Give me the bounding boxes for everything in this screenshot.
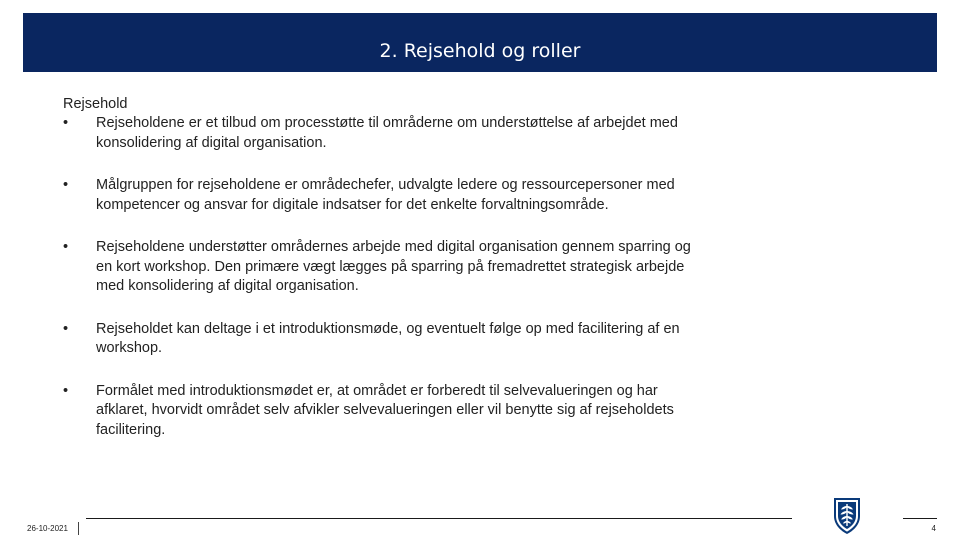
- page-title: 2. Rejsehold og roller: [379, 40, 581, 62]
- bullet-marker: •: [63, 382, 69, 399]
- list-item: [63, 382, 703, 441]
- bullet-text: Rejseholdene er et tilbud om processtøtte til områderne om understøttelse af arbejdet med konsolidering af digital organisation.: [96, 115, 678, 151]
- coat-of-arms-icon: [831, 495, 863, 535]
- bullet-marker: •: [63, 239, 69, 255]
- list-item: [63, 176, 703, 215]
- list-item: [63, 114, 703, 153]
- footer-date: 26-10-2021: [27, 524, 68, 533]
- bullet-text: Målgruppen for rejseholdene er områdechefer, udvalgte ledere og ressourcepersoner med kompetencer og ansvar for digitale indsatser for det enkelte forvaltningsområde.: [96, 177, 675, 213]
- bullet-list: [63, 114, 703, 440]
- footer-divider-right: [903, 518, 937, 519]
- slide-content: [63, 95, 703, 463]
- bullet-text: Rejseholdet kan deltage i et introduktionsmøde, og eventuelt følge op med facilitering af en workshop.: [96, 320, 680, 356]
- header-bar: [23, 13, 937, 72]
- list-item: [63, 238, 703, 297]
- footer-separator: [78, 522, 79, 535]
- bullet-text: Rejseholdene understøtter områdernes arbejde med digital organisation gennem sparring og en kort workshop. Den primære vægt lægges på sparring på fremadrettet strategisk arbejde med konsolidering af digital organisation.: [96, 239, 691, 294]
- footer-divider: [86, 518, 792, 519]
- bullet-marker: •: [63, 115, 69, 131]
- bullet-marker: •: [63, 177, 69, 193]
- list-item: [63, 320, 703, 359]
- page-number: 4: [931, 524, 936, 533]
- bullet-marker: •: [63, 320, 69, 337]
- section-heading: Rejsehold: [63, 96, 128, 112]
- bullet-text: Formålet med introduktionsmødet er, at området er forberedt til selvevalueringen og har afklaret, hvorvidt området selv afvikler selvevalueringen eller vil benytte sig af rejseholdets facilitering.: [96, 382, 674, 438]
